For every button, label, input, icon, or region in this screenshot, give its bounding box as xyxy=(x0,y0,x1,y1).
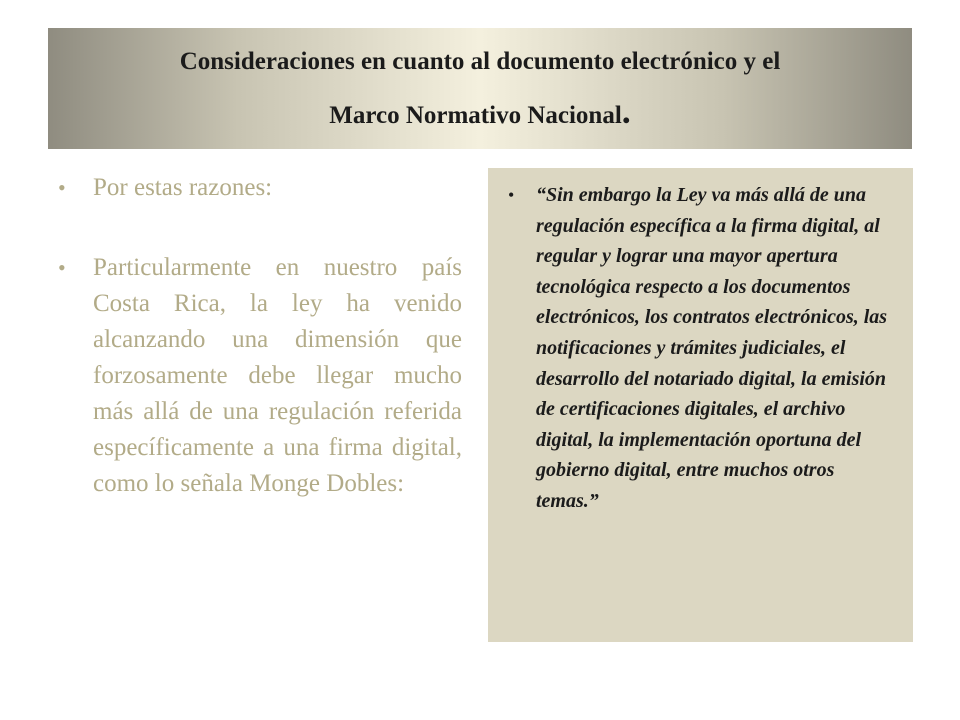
bullet-dot-icon: • xyxy=(58,175,66,200)
left-bullet-list xyxy=(58,170,462,502)
bullet-dot-icon: • xyxy=(58,255,66,280)
slide-title-line-1: Consideraciones en cuanto al documento electrónico y el xyxy=(179,47,781,75)
slide-title-text: Marco Normativo Nacional xyxy=(329,101,622,129)
bullet-text: Particularmente en nuestro país Costa Rica, la ley ha venido alcanzando una dimensión que forzosamente debe llegar mucho más allá de una regulación referida específicamente a una firma digital, como lo señala Monge Dobles: xyxy=(93,254,462,497)
bullet-item xyxy=(58,250,462,502)
bullet-dot-icon: • xyxy=(508,185,515,205)
bullet-text: Por estas razones: xyxy=(93,174,273,201)
title-banner xyxy=(48,28,912,149)
slide-title-dot: . xyxy=(621,90,631,131)
quote-box xyxy=(488,168,913,642)
slide-title-line-2 xyxy=(329,90,631,131)
bullet-item xyxy=(58,170,462,206)
quote-item xyxy=(508,180,895,517)
quote-text: “Sin embargo la Ley va más allá de una regulación específica a la firma digital, al regular y lograr una mayor apertura tecnológica respecto a los documentos electrónicos, los contratos electrónicos, las notificaciones y trámites judiciales, el desarrollo del notariado digital, la emisión de certificaciones digitales, el archivo digital, la implementación oportuna del gobierno digital, entre muchos otros temas.” xyxy=(536,184,888,512)
